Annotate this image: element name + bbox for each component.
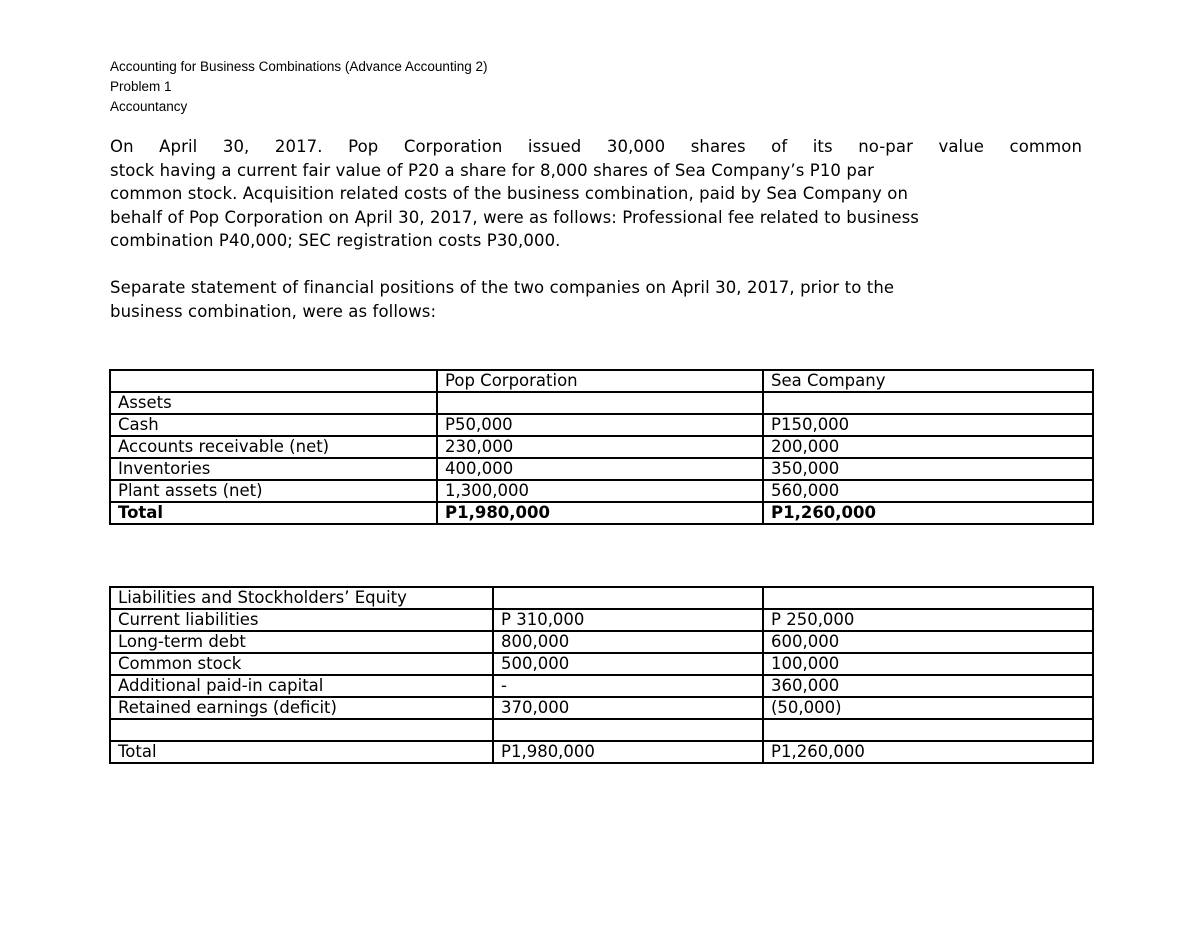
table-row xyxy=(110,609,1093,631)
row-label: Plant assets (net) xyxy=(110,480,437,502)
pop-value: P50,000 xyxy=(437,414,763,436)
sea-value: 100,000 xyxy=(763,653,1093,675)
sea-value: 200,000 xyxy=(763,436,1093,458)
problem-number: Problem 1 xyxy=(110,79,172,94)
row-label: Additional paid-in capital xyxy=(110,675,493,697)
table-row xyxy=(110,631,1093,653)
table-row xyxy=(110,436,1093,458)
row-label: Accounts receivable (net) xyxy=(110,436,437,458)
sea-total: P1,260,000 xyxy=(763,502,1093,524)
table-row xyxy=(110,675,1093,697)
row-label: Liabilities and Stockholders’ Equity xyxy=(110,587,493,609)
table-row xyxy=(110,414,1093,436)
row-label: Retained earnings (deficit) xyxy=(110,697,493,719)
intro-line: Separate statement of financial positions of the two companies on April 30, 2017, prior to the xyxy=(110,278,895,297)
total-row xyxy=(110,502,1093,524)
header-cell-sea: Sea Company xyxy=(763,370,1093,392)
course-title: Accounting for Business Combinations (Advance Accounting 2) xyxy=(110,59,488,74)
total-label: Total xyxy=(110,502,437,524)
row-label xyxy=(110,719,493,741)
row-label: Common stock xyxy=(110,653,493,675)
row-label: Cash xyxy=(110,414,437,436)
table-header-row xyxy=(110,370,1093,392)
pop-value xyxy=(437,392,763,414)
intro-statement xyxy=(110,276,1090,323)
table-row xyxy=(110,697,1093,719)
sea-value xyxy=(763,392,1093,414)
subject-label: Accountancy xyxy=(110,99,188,114)
header-cell-pop: Pop Corporation xyxy=(437,370,763,392)
row-label: Long-term debt xyxy=(110,631,493,653)
total-label: Total xyxy=(110,741,493,763)
problem-line: behalf of Pop Corporation on April 30, 2017, were as follows: Professional fee related to business xyxy=(110,207,919,227)
document-header xyxy=(110,57,487,117)
pop-value: 1,300,000 xyxy=(437,480,763,502)
row-label: Current liabilities xyxy=(110,609,493,631)
table-row xyxy=(110,392,1093,414)
sea-value xyxy=(763,719,1093,741)
sea-value: 560,000 xyxy=(763,480,1093,502)
header-cell xyxy=(110,370,437,392)
empty-row xyxy=(110,719,1093,741)
pop-total: P1,980,000 xyxy=(437,502,763,524)
pop-value: - xyxy=(493,675,763,697)
pop-value: 800,000 xyxy=(493,631,763,653)
sea-total: P1,260,000 xyxy=(763,741,1093,763)
sea-value: P150,000 xyxy=(763,414,1093,436)
pop-value: 500,000 xyxy=(493,653,763,675)
sea-value: (50,000) xyxy=(763,697,1093,719)
total-row xyxy=(110,741,1093,763)
pop-value: 400,000 xyxy=(437,458,763,480)
problem-line: stock having a current fair value of P20 a share for 8,000 shares of Sea Company’s P10 par xyxy=(110,160,875,180)
sea-value: 350,000 xyxy=(763,458,1093,480)
row-label: Inventories xyxy=(110,458,437,480)
intro-line: business combination, were as follows: xyxy=(110,301,437,321)
pop-value: 370,000 xyxy=(493,697,763,719)
pop-value: P 310,000 xyxy=(493,609,763,631)
pop-value xyxy=(493,587,763,609)
table-row xyxy=(110,480,1093,502)
pop-value xyxy=(493,719,763,741)
pop-value: 230,000 xyxy=(437,436,763,458)
row-label: Assets xyxy=(110,392,437,414)
problem-line: On April 30, 2017. Pop Corporation issued 30,000 shares of its no-par value common xyxy=(110,137,1082,156)
sea-value: 360,000 xyxy=(763,675,1093,697)
table-row xyxy=(110,653,1093,675)
pop-total: P1,980,000 xyxy=(493,741,763,763)
sea-value: 600,000 xyxy=(763,631,1093,653)
sea-value: P 250,000 xyxy=(763,609,1093,631)
assets-table xyxy=(109,369,1094,525)
sea-value xyxy=(763,587,1093,609)
problem-line: combination P40,000; SEC registration costs P30,000. xyxy=(110,231,561,250)
table-row xyxy=(110,587,1093,609)
liabilities-equity-table xyxy=(109,586,1094,764)
table-row xyxy=(110,458,1093,480)
problem-statement xyxy=(110,135,1082,253)
problem-line: common stock. Acquisition related costs of the business combination, paid by Sea Company on xyxy=(110,184,909,203)
